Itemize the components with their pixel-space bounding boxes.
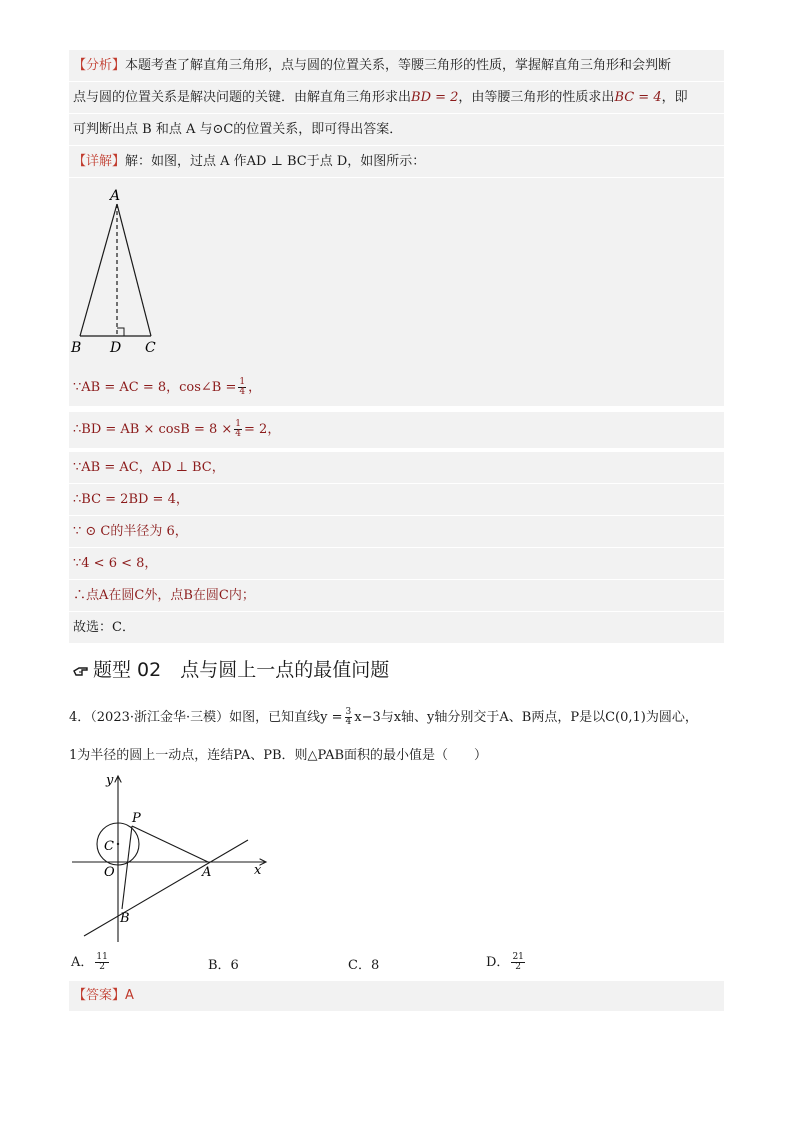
question-frac-den: 4: [345, 717, 352, 727]
step-1-fraction: [238, 378, 246, 397]
step-2-num: 1: [235, 419, 242, 429]
option-d-num: 21: [512, 952, 524, 962]
step-6-text: ∵4 < 6 < 8，: [73, 556, 158, 571]
step-1-den: 4: [239, 387, 246, 397]
analysis-line-1: [69, 50, 724, 81]
detail-line: [69, 146, 724, 177]
label-C-center: C: [104, 839, 114, 854]
analysis-text-2c: ，即: [661, 90, 688, 105]
option-a-den: 2: [99, 962, 105, 972]
option-a-num: 11: [96, 952, 108, 962]
option-d[interactable]: [486, 951, 527, 972]
answer-tag: 【答案】: [73, 988, 126, 1003]
axis-y-label: y: [106, 773, 114, 788]
step-1-tail: ，: [248, 380, 262, 395]
option-a-label: A．: [71, 955, 94, 970]
option-d-den: 2: [515, 962, 522, 972]
detail-text: 解：如图，过点 A 作AD ⊥ BC于点 D，如图所示：: [125, 154, 426, 169]
label-D: D: [110, 340, 122, 356]
step-2-fraction: [234, 420, 242, 439]
analysis-text-2a: 点与圆的位置关系是解决问题的关键．由解直角三角形求出: [73, 90, 412, 105]
answer-line: [69, 981, 724, 1011]
label-O: O: [104, 865, 115, 880]
step-3: [69, 452, 724, 483]
step-2-text: ∴BD = AB × cosB = 8 ×: [73, 422, 233, 437]
option-d-label: D．: [486, 955, 510, 970]
step-5: [69, 516, 724, 547]
section-title-text: 题型 02 点与圆上一点的最值问题: [93, 659, 390, 681]
analysis-text-2b: ，由等腰三角形的性质求出: [458, 90, 615, 105]
option-b-label: B．6: [208, 958, 239, 973]
label-C: C: [145, 340, 156, 356]
option-c-label: C．8: [348, 958, 380, 973]
question-frac-num: 3: [345, 707, 352, 717]
step-5-text: ∵ ⊙ C的半径为 6，: [73, 524, 188, 539]
label-A2: A: [202, 865, 212, 880]
analysis-line-2: [69, 82, 724, 113]
step-4-text: ∴BC = 2BD = 4，: [73, 492, 189, 507]
step-3-text: ∵AB = AC，AD ⊥ BC，: [73, 460, 225, 475]
step-8-text: 故选：C．: [73, 620, 135, 635]
step-2: [69, 412, 724, 448]
analysis-tag: 【分析】: [73, 58, 126, 73]
step-2-den: 4: [235, 429, 242, 439]
question-line-2: [69, 744, 739, 763]
step-1-text: ∵AB = AC = 8，cos∠B =: [73, 380, 237, 395]
label-B2: B: [120, 911, 130, 926]
analysis-math-bc: BC = 4: [614, 90, 662, 105]
step-1: [69, 370, 724, 406]
step-6: [69, 548, 724, 579]
analysis-text-3: 可判断出点 B 和点 A 与⊙C的位置关系，即可得出答案．: [73, 122, 403, 137]
hand-point-icon: [73, 662, 93, 678]
question-fraction: [345, 708, 353, 727]
coordinate-figure: [66, 770, 286, 945]
option-a-fraction: [95, 953, 108, 972]
label-B: B: [71, 340, 82, 356]
option-a[interactable]: [71, 951, 111, 972]
question-text-1a: 4．（2023·浙江金华·三模）如图，已知直线y =: [69, 710, 343, 725]
detail-tag: 【详解】: [73, 154, 126, 169]
step-8: [69, 612, 724, 643]
section-title: [73, 655, 389, 682]
option-d-fraction: [511, 953, 524, 972]
answer-value: A: [125, 988, 134, 1003]
label-A: A: [110, 188, 121, 204]
step-7: [69, 580, 724, 611]
axis-x-label: x: [254, 863, 262, 878]
option-b[interactable]: [208, 954, 239, 973]
analysis-line-3: [69, 114, 724, 145]
question-text-2: 1为半径的圆上一动点，连结PA、PB．则△PAB面积的最小值是（ ）: [69, 748, 488, 763]
question-text-1b: x−3与x轴、y轴分别交于A、B两点，P是以C(0,1)为圆心，: [354, 710, 698, 725]
step-7-text: ∴点A在圆C外，点B在圆C内；: [73, 588, 255, 603]
triangle-figure: [69, 178, 189, 370]
option-c[interactable]: [348, 954, 379, 973]
step-4: [69, 484, 724, 515]
figure1-panel: [69, 178, 724, 370]
label-P: P: [132, 811, 141, 826]
step-2-tail: = 2，: [244, 422, 281, 437]
question-line-1: [69, 706, 739, 727]
analysis-math-bd: BD = 2: [411, 90, 459, 105]
analysis-text-1: 本题考查了解直角三角形，点与圆的位置关系，等腰三角形的性质，掌握解直角三角形和会判断: [125, 58, 672, 73]
step-1-num: 1: [239, 377, 246, 387]
